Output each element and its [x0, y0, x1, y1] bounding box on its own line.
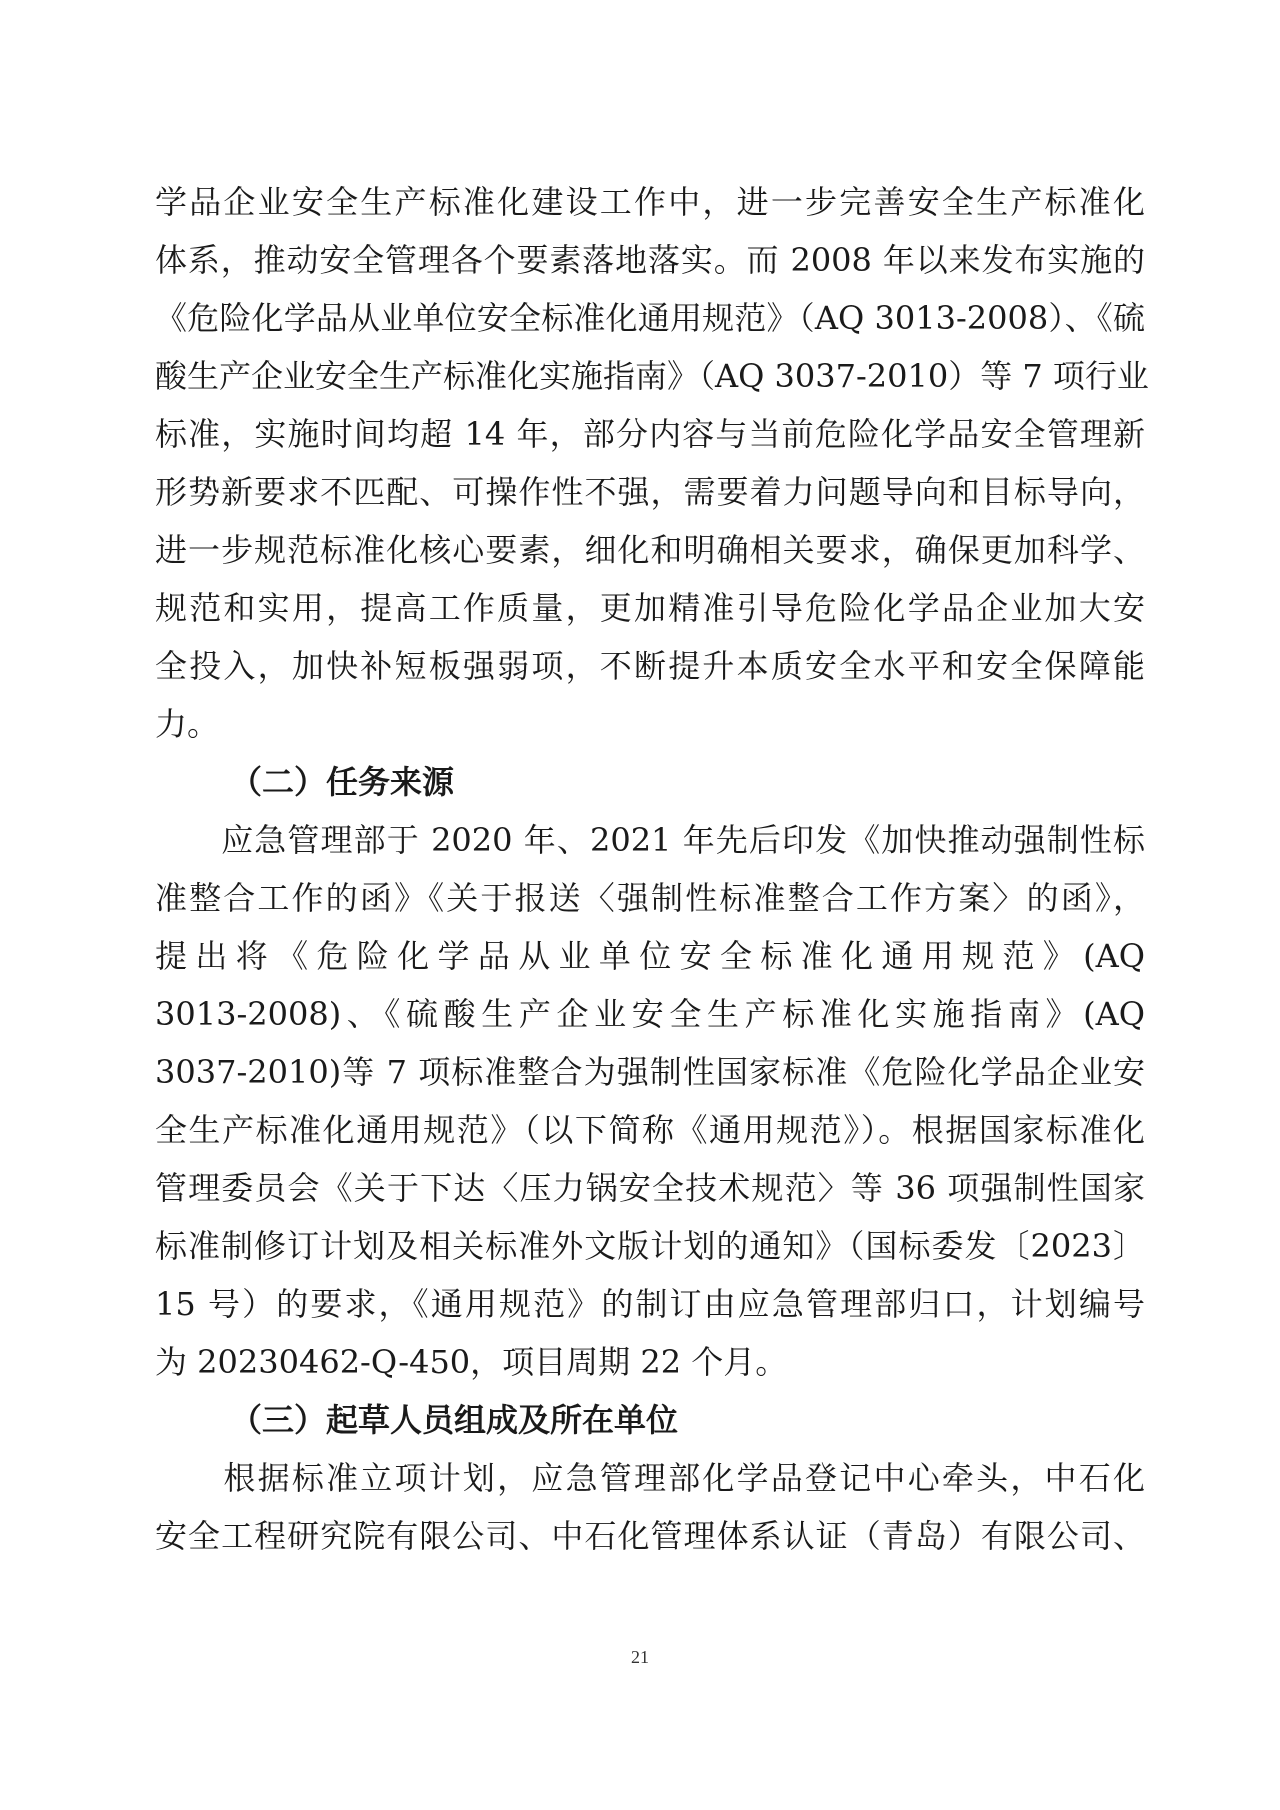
paragraph-line: 3037-2010)等 7 项标准整合为强制性国家标准《危险化学品企业安 — [155, 1053, 1145, 1091]
paragraph-line: 全生产标准化通用规范》（以下简称《通用规范》）。根据国家标准化 — [155, 1111, 1145, 1149]
section-heading-task-source: （二）任务来源 — [230, 763, 455, 801]
paragraph-line: 管理委员会《关于下达〈压力锅安全技术规范〉等 36 项强制性国家 — [155, 1169, 1145, 1207]
paragraph-line: 进一步规范标准化核心要素，细化和明确相关要求，确保更加科学、 — [155, 531, 1145, 569]
paragraph-line: 准整合工作的函》《关于报送〈强制性标准整合工作方案〉的函》， — [155, 879, 1145, 917]
paragraph-line: 酸生产企业安全生产标准化实施指南》（AQ 3037-2010）等 7 项行业 — [155, 357, 1149, 395]
paragraph-line: 全投入，加快补短板强弱项，不断提升本质安全水平和安全保障能 — [155, 647, 1145, 685]
paragraph-line: 体系，推动安全管理各个要素落地落实。而 2008 年以来发布实施的 — [155, 241, 1145, 279]
paragraph-line: 安全工程研究院有限公司、中石化管理体系认证（青岛）有限公司、 — [155, 1517, 1145, 1555]
paragraph-line: 标准，实施时间均超 14 年，部分内容与当前危险化学品安全管理新 — [155, 415, 1145, 453]
paragraph-line: 《危险化学品从业单位安全标准化通用规范》（AQ 3013-2008）、《硫 — [155, 299, 1145, 337]
paragraph-line: 力。 — [155, 705, 220, 743]
paragraph-line: 标准制修订计划及相关标准外文版计划的通知》（国标委发〔2023〕 — [155, 1227, 1145, 1265]
paragraph-line: 根据标准立项计划，应急管理部化学品登记中心牵头，中石化 — [155, 1459, 1145, 1497]
page-number: 21 — [631, 1647, 649, 1667]
paragraph-line: 规范和实用，提高工作质量，更加精准引导危险化学品企业加大安 — [155, 589, 1145, 627]
paragraph-line: 提出将《危险化学品从业单位安全标准化通用规范》(AQ — [155, 937, 1145, 975]
paragraph-line: 3013-2008)、《硫酸生产企业安全生产标准化实施指南》(AQ — [155, 995, 1145, 1033]
paragraph-line: 学品企业安全生产标准化建设工作中，进一步完善安全生产标准化 — [155, 183, 1145, 221]
paragraph-line: 形势新要求不匹配、可操作性不强，需要着力问题导向和目标导向， — [155, 473, 1145, 511]
paragraph-line: 15 号）的要求，《通用规范》的制订由应急管理部归口，计划编号 — [155, 1285, 1145, 1323]
paragraph-line: 为 20230462-Q-450，项目周期 22 个月。 — [155, 1343, 788, 1381]
section-heading-drafters: （三）起草人员组成及所在单位 — [230, 1401, 679, 1439]
paragraph-line: 应急管理部于 2020 年、2021 年先后印发《加快推动强制性标 — [155, 821, 1145, 859]
